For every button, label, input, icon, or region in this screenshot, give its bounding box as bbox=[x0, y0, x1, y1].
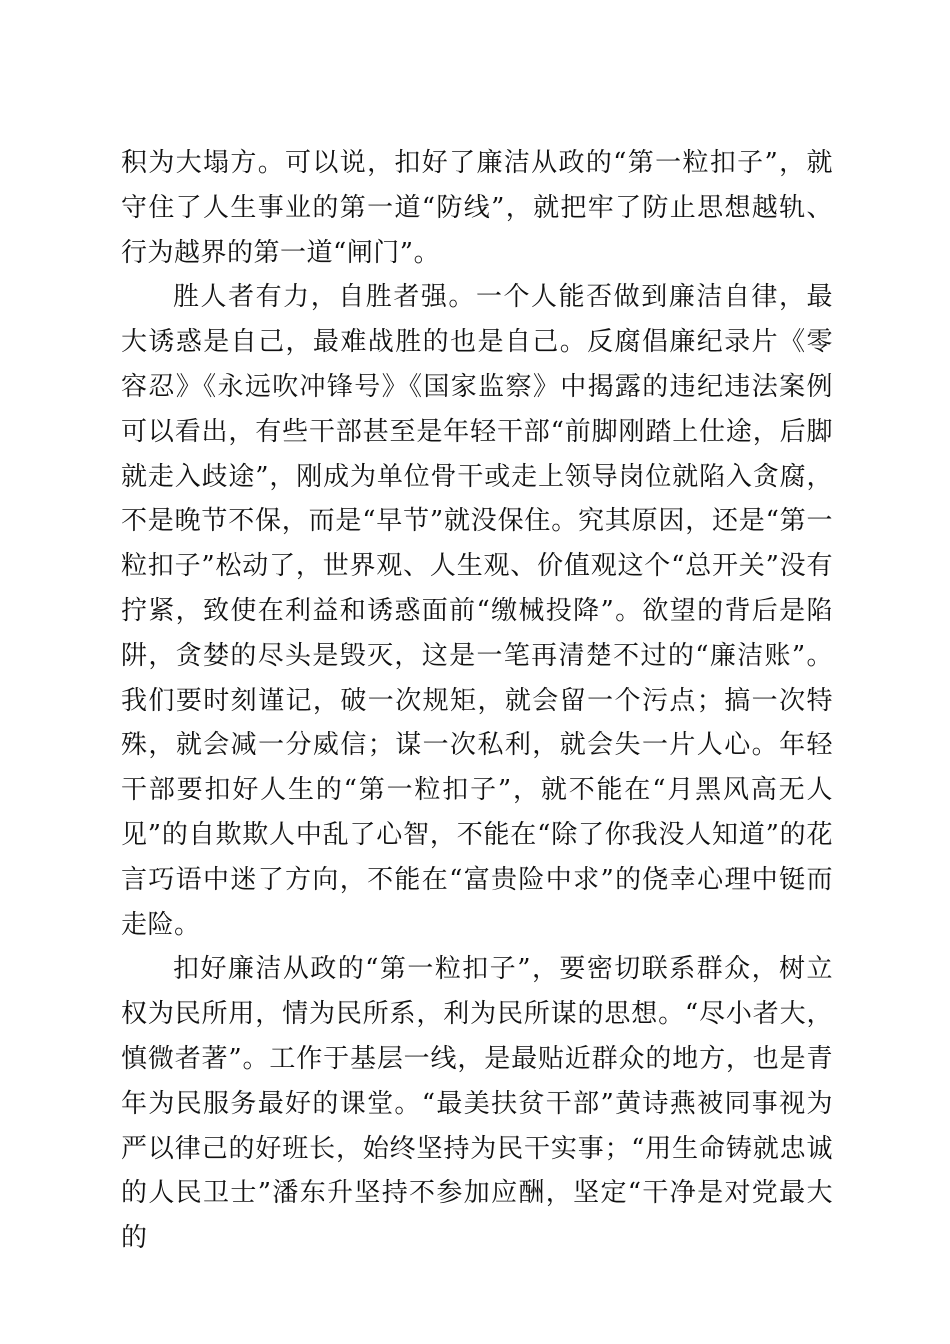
paragraph-continuation: 积为大塌方。可以说，扣好了廉洁从政的“第一粒扣子”，就守住了人生事业的第一道“防线”，就把牢了防止思想越轨、行为越界的第一道“闸门”。 bbox=[121, 148, 833, 268]
paragraph-self-discipline: 胜人者有力，自胜者强。一个人能否做到廉洁自律，最大诱惑是自己，最难战胜的也是自己。反腐倡廉纪录片《零容忍》《永远吹冲锋号》《国家监察》中揭露的违纪违法案例可以看出，有些干部甚至是年轻干部“前脚刚踏上仕途，后脚就走入歧途”，刚成为单位骨干或走上领导岗位就陷入贪腐，不是晚节不保，而是“早节”就没保住。究其原因，还是“第一粒扣子”松动了，世界观、人生观、价值观这个“总开关”没有拧紧，致使在利益和诱惑面前“缴械投降”。欲望的背后是陷阱，贪婪的尽头是毁灭，这是一笔再清楚不过的“廉洁账”。我们要时刻谨记，破一次规矩，就会留一个污点；搞一次特殊，就会减一分威信；谋一次私利，就会失一片人心。年轻干部要扣好人生的“第一粒扣子”，就不能在“月黑风高无人见”的自欺欺人中乱了心智，不能在“除了你我没人知道”的花言巧语中迷了方向，不能在“富贵险中求”的侥幸心理中铤而走险。 bbox=[121, 282, 833, 940]
paragraph-serve-the-people: 扣好廉洁从政的“第一粒扣子”，要密切联系群众，树立权为民所用，情为民所系，利为民所谋的思想。“尽小者大，慎微者著”。工作于基层一线，是最贴近群众的地方，也是青年为民服务最好的课堂。“最美扶贫干部”黄诗燕被同事视为严以律己的好班长，始终坚持为民干实事；“用生命铸就忠诚的人民卫士”潘东升坚持不参加应酬，坚定“干净是对党最大的 bbox=[121, 954, 833, 1254]
document-body bbox=[121, 141, 833, 1261]
